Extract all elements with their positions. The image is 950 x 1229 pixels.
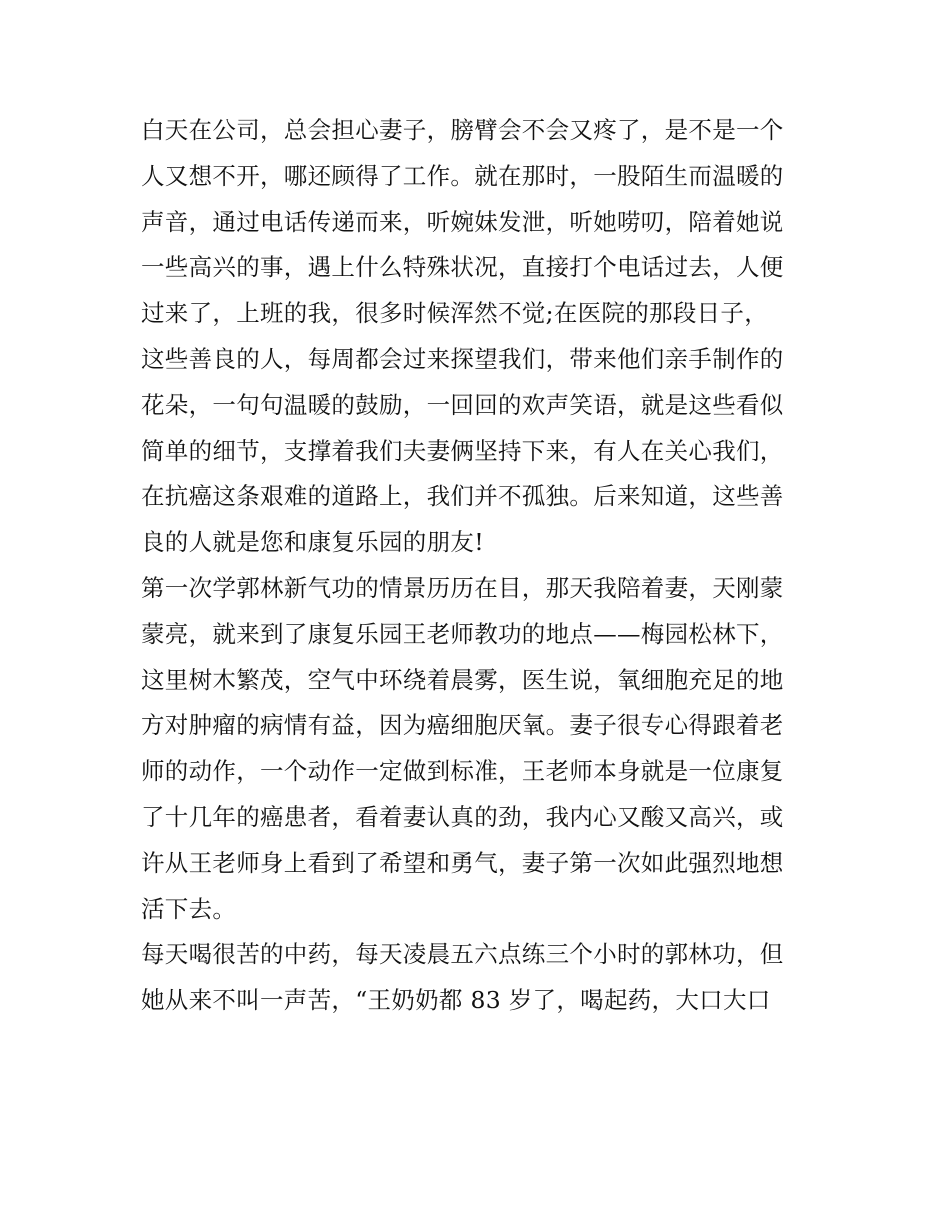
text-line: 简单的细节，支撑着我们夫妻俩坚持下来，有人在关心我们， (141, 436, 784, 465)
text-line: 这里树木繁茂，空气中环绕着晨雾，医生说，氧细胞充足的地 (141, 665, 784, 694)
text-line: 第一次学郭林新气功的情景历历在目，那天我陪着妻，天刚蒙 (141, 573, 784, 602)
text-line: 师的动作，一个动作一定做到标准，王老师本身就是一位康复 (141, 757, 784, 786)
text-line: 在抗癌这条艰难的道路上，我们并不孤独。后来知道，这些善 (141, 482, 784, 511)
text-line: 她从来不叫一声苦，“王奶奶都 83 岁了，喝起药，大口大口 (141, 986, 771, 1015)
text-line: 许从王老师身上看到了希望和勇气，妻子第一次如此强烈地想 (141, 848, 784, 877)
text-line: 良的人就是您和康复乐园的朋友! (141, 528, 484, 557)
text-line: 每天喝很苦的中药，每天凌晨五六点练三个小时的郭林功，但 (141, 940, 784, 969)
text-line: 声音，通过电话传递而来，听婉妹发泄，听她唠叨，陪着她说 (141, 207, 784, 236)
text-line: 活下去。 (141, 894, 237, 923)
text-line: 一些高兴的事，遇上什么特殊状况，直接打个电话过去，人便 (141, 253, 784, 282)
text-line: 这些善良的人，每周都会过来探望我们，带来他们亲手制作的 (141, 344, 784, 373)
text-line: 过来了，上班的我，很多时候浑然不觉;在医院的那段日子， (141, 299, 769, 328)
body-text (141, 108, 821, 1024)
text-line: 花朵，一句句温暖的鼓励，一回回的欢声笑语，就是这些看似 (141, 390, 784, 419)
text-line: 方对肿瘤的病情有益，因为癌细胞厌氧。妻子很专心得跟着老 (141, 711, 784, 740)
text-line: 人又想不开，哪还顾得了工作。就在那时，一股陌生而温暖的 (141, 161, 784, 190)
text-line: 蒙亮，就来到了康复乐园王老师教功的地点——梅园松林下， (141, 619, 784, 648)
text-line: 了十几年的癌患者，看着妻认真的劲，我内心又酸又高兴，或 (141, 802, 784, 831)
text-line: 白天在公司，总会担心妻子，膀臂会不会又疼了，是不是一个 (141, 116, 784, 144)
